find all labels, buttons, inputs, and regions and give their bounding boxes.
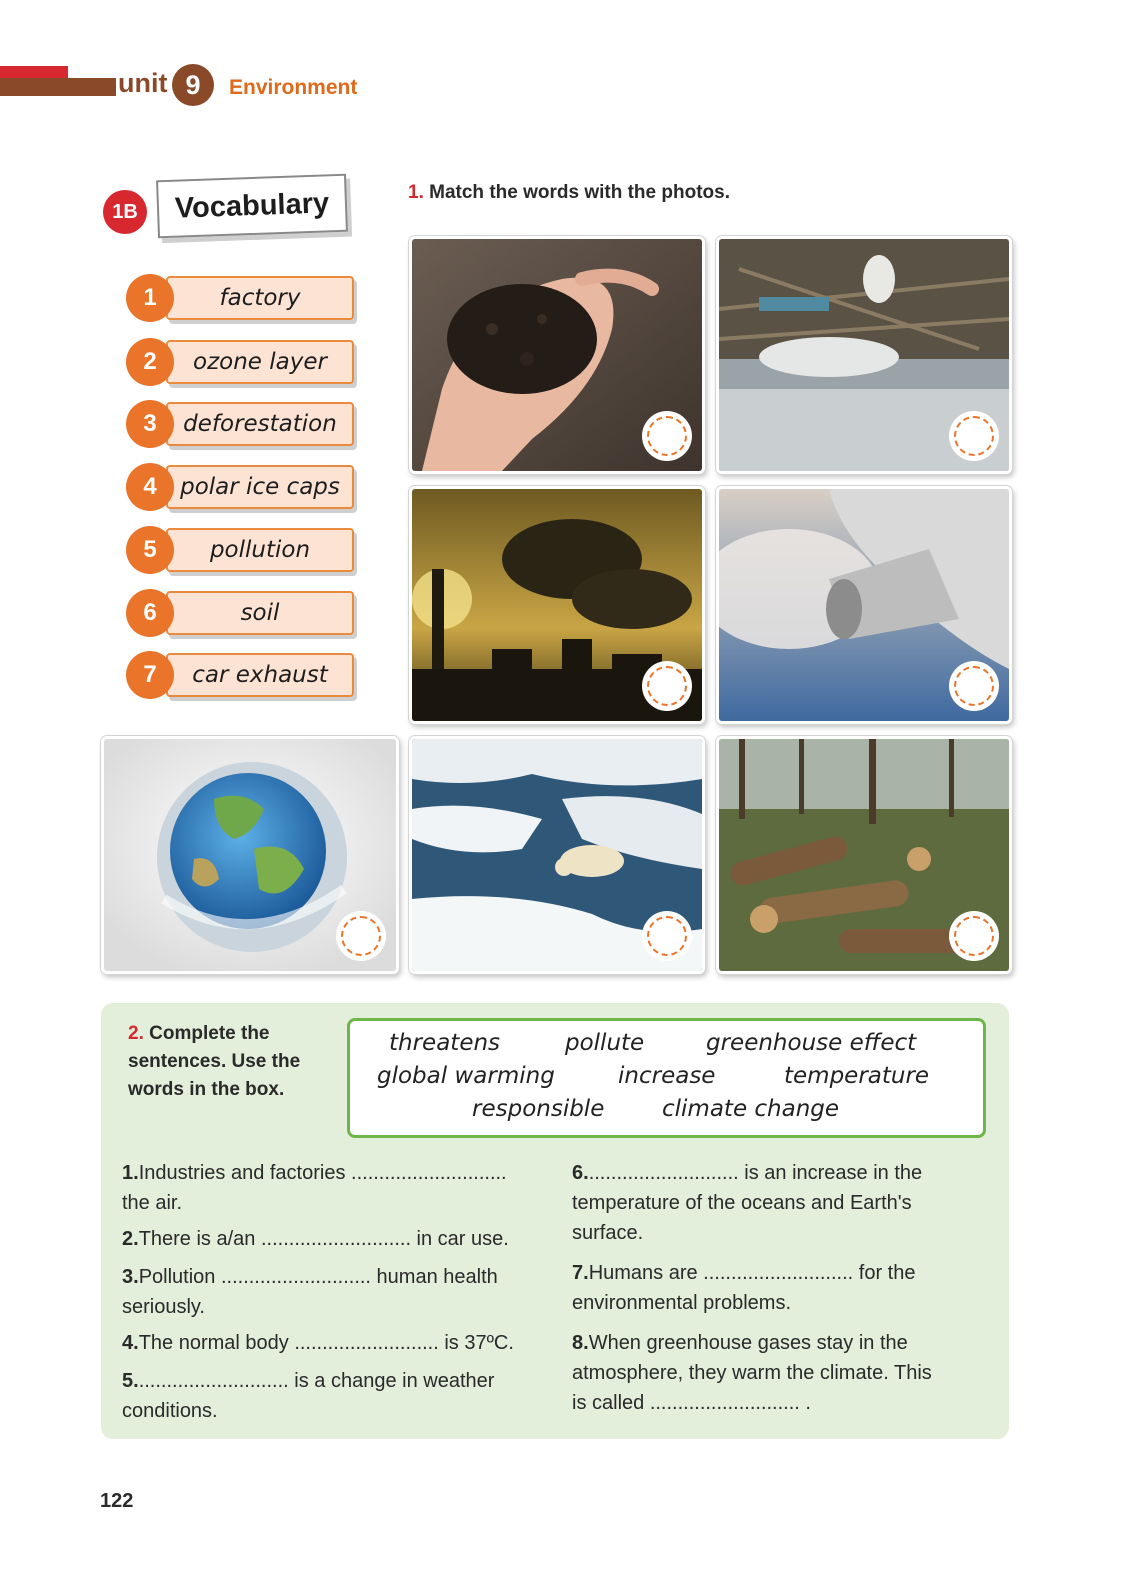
sentence-6 bbox=[572, 1158, 992, 1248]
sentence-text: seriously. bbox=[122, 1296, 205, 1318]
instruction-line: Complete the bbox=[149, 1023, 270, 1044]
word-item bbox=[126, 276, 358, 324]
photo-soil bbox=[409, 236, 705, 474]
sentence-2 bbox=[122, 1224, 542, 1254]
exercise1-number: 1. bbox=[408, 182, 424, 203]
exercise1-instruction bbox=[408, 182, 730, 204]
word-number: 7 bbox=[126, 651, 174, 699]
section-title: Vocabulary bbox=[156, 174, 348, 239]
sentence-text: When greenhouse gases stay in the bbox=[588, 1332, 908, 1354]
word-number: 4 bbox=[126, 463, 174, 511]
word-box-item: greenhouse effect bbox=[706, 1030, 917, 1056]
word-label: soil bbox=[166, 591, 354, 635]
sentence-5 bbox=[122, 1366, 542, 1426]
sentence-text: Humans are ........................... for the bbox=[588, 1262, 916, 1284]
sentence-number: 2. bbox=[122, 1228, 139, 1250]
section-badge: 1B bbox=[103, 190, 147, 234]
sentence-text: surface. bbox=[572, 1222, 644, 1244]
word-box-item: pollute bbox=[565, 1030, 645, 1056]
word-number: 2 bbox=[126, 338, 174, 386]
answer-circle[interactable] bbox=[642, 661, 692, 711]
sentence-text: is called ........................... . bbox=[572, 1392, 811, 1414]
word-box-item: temperature bbox=[784, 1063, 930, 1089]
instruction-line: sentences. Use the bbox=[128, 1051, 301, 1072]
word-label: car exhaust bbox=[166, 653, 354, 697]
sentence-text: the air. bbox=[122, 1192, 183, 1214]
photo-factory-smoke bbox=[409, 486, 705, 724]
photo-cut-trees bbox=[716, 736, 1012, 974]
sentence-text: conditions. bbox=[122, 1400, 218, 1422]
word-number: 5 bbox=[126, 526, 174, 574]
sentence-text: ........................... is an increase in the bbox=[588, 1162, 923, 1184]
sentence-number: 6. bbox=[572, 1162, 589, 1184]
photo-globe bbox=[101, 736, 399, 974]
word-label: factory bbox=[166, 276, 354, 320]
word-label: ozone layer bbox=[166, 340, 354, 384]
exercise1-instruction-text: Match the words with the photos. bbox=[429, 182, 730, 203]
sentence-3 bbox=[122, 1262, 542, 1322]
word-box-item: responsible bbox=[472, 1096, 605, 1122]
header-brown-bar bbox=[0, 78, 116, 96]
sentence-text: temperature of the oceans and Earth's bbox=[572, 1192, 912, 1214]
sentence-text: ........................... is a change in weather bbox=[138, 1370, 495, 1392]
sentence-4 bbox=[122, 1328, 542, 1358]
unit-label: unit bbox=[118, 68, 168, 98]
photo-car-exhaust bbox=[716, 486, 1012, 724]
word-item bbox=[126, 653, 358, 701]
sentence-text: The normal body .......................... is 37ºC. bbox=[138, 1332, 514, 1354]
word-box-item: increase bbox=[618, 1063, 716, 1089]
instruction-line: words in the box. bbox=[128, 1079, 285, 1100]
sentence-1 bbox=[122, 1158, 542, 1218]
word-label: deforestation bbox=[166, 402, 354, 446]
sentence-text: There is a/an ........................... in car use. bbox=[138, 1228, 509, 1250]
answer-circle[interactable] bbox=[949, 411, 999, 461]
photo-polluted-water bbox=[716, 236, 1012, 474]
word-item bbox=[126, 528, 358, 576]
sentence-7 bbox=[572, 1258, 992, 1318]
sentence-8 bbox=[572, 1328, 992, 1418]
word-number: 3 bbox=[126, 400, 174, 448]
word-number: 6 bbox=[126, 589, 174, 637]
exercise2-number: 2. bbox=[128, 1023, 144, 1044]
word-number: 1 bbox=[126, 274, 174, 322]
sentence-number: 5. bbox=[122, 1370, 139, 1392]
photo-polar-bear bbox=[409, 736, 705, 974]
answer-circle[interactable] bbox=[949, 661, 999, 711]
sentence-number: 7. bbox=[572, 1262, 589, 1284]
answer-circle[interactable] bbox=[642, 411, 692, 461]
page-number: 122 bbox=[100, 1490, 134, 1512]
sentence-text: environmental problems. bbox=[572, 1292, 791, 1314]
word-box-item: climate change bbox=[662, 1096, 840, 1122]
answer-circle[interactable] bbox=[949, 911, 999, 961]
word-item bbox=[126, 465, 358, 513]
sentence-text: Pollution ........................... human health bbox=[138, 1266, 498, 1288]
sentence-number: 8. bbox=[572, 1332, 589, 1354]
answer-circle[interactable] bbox=[336, 911, 386, 961]
word-item bbox=[126, 591, 358, 639]
sentence-number: 4. bbox=[122, 1332, 139, 1354]
word-box-item: global warming bbox=[377, 1063, 555, 1089]
word-item bbox=[126, 340, 358, 388]
exercise2-instruction bbox=[128, 1020, 300, 1104]
word-box-item: threatens bbox=[389, 1030, 501, 1056]
unit-number-badge: 9 bbox=[172, 64, 214, 106]
sentence-number: 1. bbox=[122, 1162, 139, 1184]
word-label: polar ice caps bbox=[166, 465, 354, 509]
header-red-bar bbox=[0, 66, 68, 78]
sentence-text: atmosphere, they warm the climate. This bbox=[572, 1362, 932, 1384]
answer-circle[interactable] bbox=[642, 911, 692, 961]
sentence-number: 3. bbox=[122, 1266, 139, 1288]
sentence-text: Industries and factories ............................ bbox=[138, 1162, 507, 1184]
word-item bbox=[126, 402, 358, 450]
word-label: pollution bbox=[166, 528, 354, 572]
unit-title: Environment bbox=[229, 76, 358, 99]
